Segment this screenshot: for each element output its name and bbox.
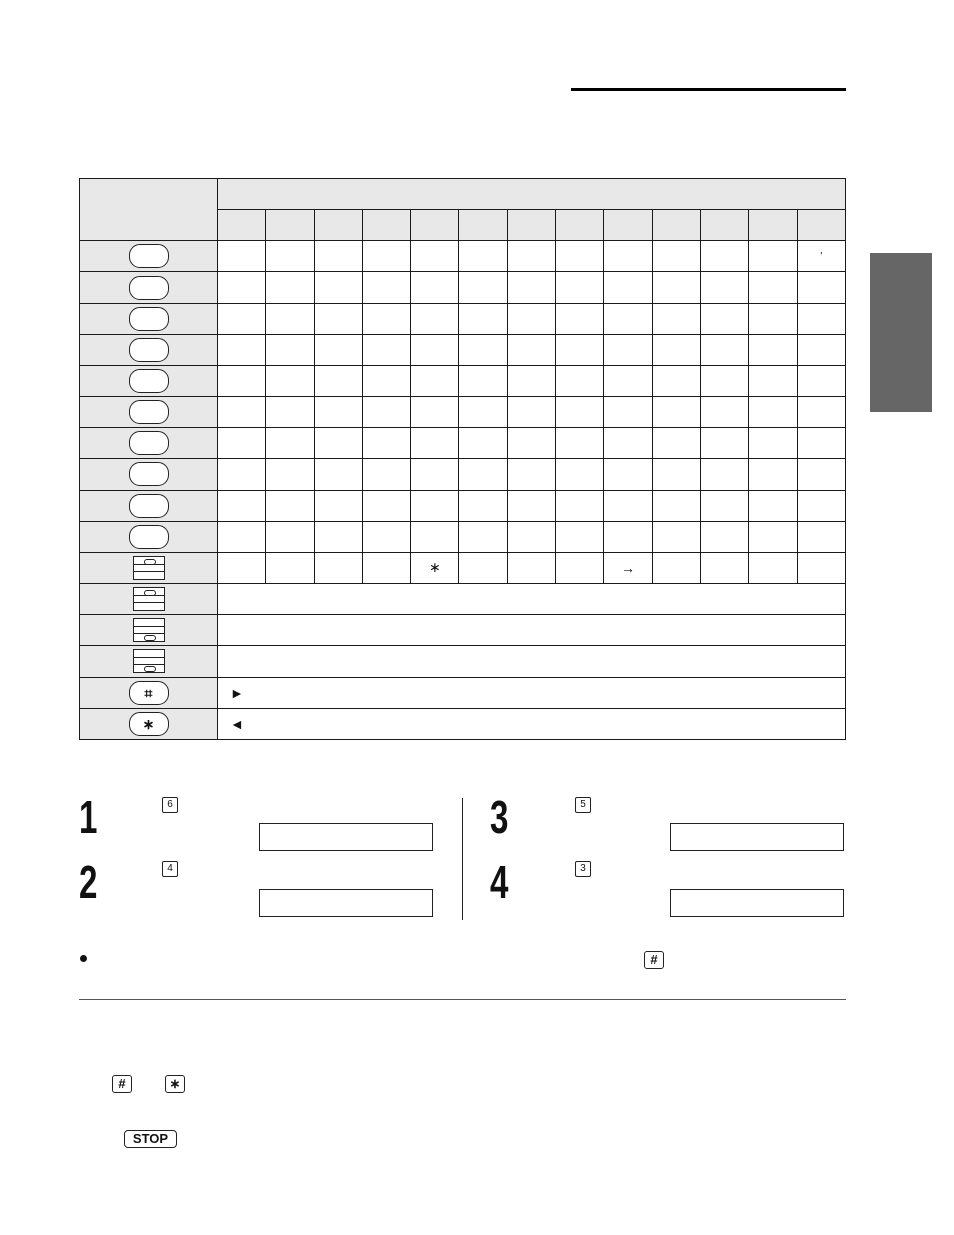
header-col [459, 210, 507, 241]
apostrophe-cell: ' [797, 241, 845, 272]
step-number: 2 [79, 856, 98, 908]
table-row [80, 241, 846, 272]
hash-key-icon: ⌗ [129, 681, 169, 705]
table-row [80, 708, 846, 739]
table-row [80, 490, 846, 521]
dial-key-icon [129, 462, 169, 486]
display-box [259, 823, 433, 851]
character-table [79, 178, 846, 740]
display-box [259, 889, 433, 917]
table-row [80, 303, 846, 334]
dial-key-icon: 3 [575, 861, 591, 877]
table-row [80, 552, 846, 583]
table-row [80, 584, 846, 615]
table-row [80, 397, 846, 428]
dial-key-icon: 4 [162, 861, 178, 877]
table-header-keys [80, 179, 218, 241]
header-col [700, 210, 748, 241]
table-row [80, 459, 846, 490]
table-row [80, 521, 846, 552]
table-row [80, 365, 846, 396]
section-tab [870, 253, 932, 412]
dial-key-icon [129, 338, 169, 362]
display-box [670, 823, 844, 851]
dial-key-icon [129, 369, 169, 393]
dial-key-icon [129, 494, 169, 518]
function-key-icon [133, 649, 165, 673]
header-col [507, 210, 555, 241]
star-key-icon: ∗ [165, 1075, 185, 1093]
step-divider [462, 798, 463, 920]
table-row [80, 615, 846, 646]
arrow-cell: → [604, 552, 652, 583]
table-row [80, 677, 846, 708]
header-col [652, 210, 700, 241]
hash-key-icon: # [112, 1075, 132, 1093]
dial-key-icon: 5 [575, 797, 591, 813]
function-key-icon [133, 587, 165, 611]
function-key-icon [133, 618, 165, 642]
header-col [749, 210, 797, 241]
step-number: 3 [490, 791, 509, 843]
step-number: 1 [79, 791, 98, 843]
dial-key-icon [129, 276, 169, 300]
dial-key-icon [129, 525, 169, 549]
dial-key-icon [129, 307, 169, 331]
header-col [556, 210, 604, 241]
display-box [670, 889, 844, 917]
header-col [218, 210, 266, 241]
table-row [80, 428, 846, 459]
header-col [411, 210, 459, 241]
dial-key-icon [129, 400, 169, 424]
header-col [266, 210, 314, 241]
stop-key-icon: STOP [124, 1130, 177, 1148]
function-key-icon [133, 556, 165, 580]
right-arrow-text: ► [218, 677, 846, 708]
dial-key-icon [129, 244, 169, 268]
header-col [797, 210, 845, 241]
star-key-icon: ∗ [129, 712, 169, 736]
dial-key-icon [129, 431, 169, 455]
left-arrow-text: ◄ [218, 708, 846, 739]
asterisk-cell: ∗ [411, 552, 459, 583]
header-col [604, 210, 652, 241]
table-header-characters [218, 179, 846, 210]
section-divider [79, 999, 846, 1000]
header-rule [571, 88, 846, 91]
table-row [80, 334, 846, 365]
bullet-point [80, 955, 87, 962]
hash-key-icon: # [644, 951, 664, 969]
table-row [80, 272, 846, 303]
dial-key-icon: 6 [162, 797, 178, 813]
step-number: 4 [490, 856, 509, 908]
table-row [80, 646, 846, 677]
header-col [314, 210, 362, 241]
header-col [362, 210, 410, 241]
